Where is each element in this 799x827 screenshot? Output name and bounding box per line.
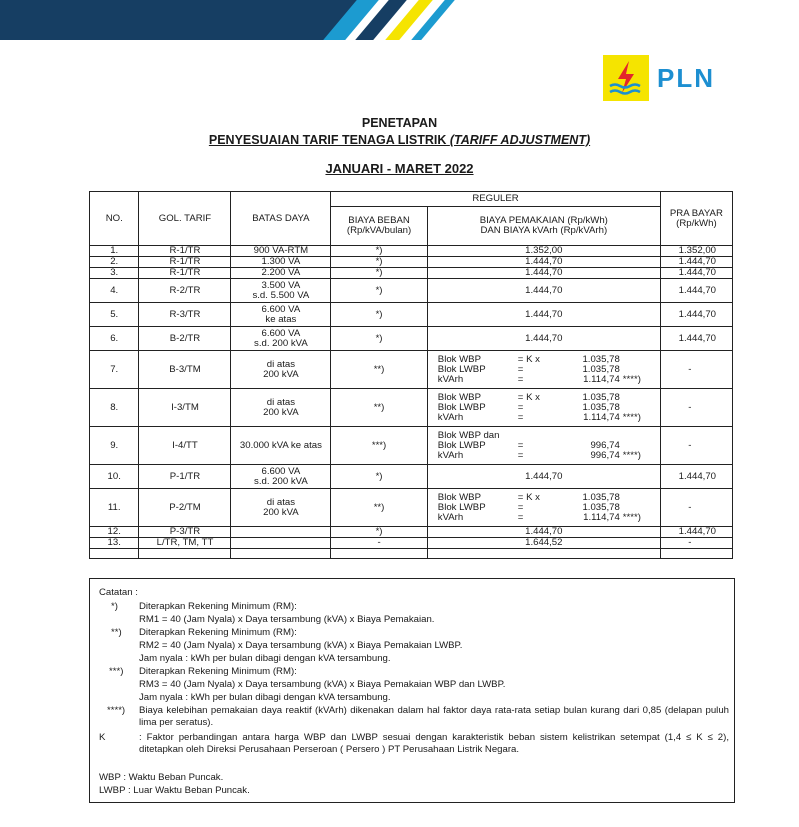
batas-daya-line1: 6.600 VA [261, 327, 301, 339]
cell-biaya-beban: *) [331, 303, 428, 327]
blok-note: ****) [622, 373, 641, 385]
cell-batas-daya [231, 389, 331, 427]
note-2-line-2: RM2 = 40 (Jam Nyala) x Daya tersambung (kVA) x Biaya Pemakaian LWBP. [139, 640, 463, 651]
batas-daya-line1: 3.500 VA [261, 279, 301, 291]
cell-gol-tarif: L/TR, TM, TT [139, 538, 231, 549]
empty-cell [660, 549, 732, 559]
cell-biaya-beban: *) [331, 279, 428, 303]
empty-cell [90, 549, 139, 559]
blok-note [620, 393, 660, 403]
note-2-line-1: Diterapkan Rekening Minimum (RM): [139, 627, 297, 638]
blok-value: 1.114,74 [583, 411, 620, 423]
cell-biaya-pemakaian: 1.352,00 [427, 246, 660, 257]
note-4-text: Biaya kelebihan pemakaian daya reaktif (kVArh) dikenakan dalam hal faktor daya rata-rata setiap bulan kurang dari 0,85 (delapan puluh lima per seratus). [139, 705, 729, 728]
col-biaya-pemakaian [427, 207, 660, 246]
blok-label: kVArh [437, 373, 464, 385]
cell-batas-daya [231, 489, 331, 527]
cell-no: 9. [90, 427, 139, 465]
biaya-pemakaian-line1: BIAYA PEMAKAIAN (Rp/kWh) [479, 215, 608, 226]
pln-brand-text: PLN [657, 62, 715, 93]
cell-pra-bayar: - [660, 389, 732, 427]
blok-value: 1.035,78 [582, 353, 620, 365]
table-row [90, 351, 733, 389]
cell-gol-tarif: B-3/TM [139, 351, 231, 389]
blok-label: Blok WBP [437, 353, 481, 365]
cell-biaya-beban: **) [331, 351, 428, 389]
cell-gol-tarif: R-1/TR [139, 246, 231, 257]
table-spacer-row [90, 549, 733, 559]
blok-operator: = K x [517, 491, 540, 503]
cell-biaya-beban: - [331, 538, 428, 549]
batas-daya-line1: 6.600 VA [261, 465, 301, 477]
cell-no: 13. [90, 538, 139, 549]
cell-gol-tarif: R-3/TR [139, 303, 231, 327]
blok-rates [438, 430, 660, 462]
table-row [90, 489, 733, 527]
cell-biaya-pemakaian [427, 351, 660, 389]
note-1-line-2: RM1 = 40 (Jam Nyala) x Daya tersambung (kVA) x Biaya Pemakaian. [139, 614, 435, 625]
col-pra-bayar [660, 192, 732, 246]
empty-cell [427, 549, 660, 559]
cell-pra-bayar: 1.444,70 [660, 327, 732, 351]
note-3-line-1: Diterapkan Rekening Minimum (RM): [139, 666, 297, 677]
cell-batas-daya [231, 327, 331, 351]
cell-gol-tarif: R-1/TR [139, 268, 231, 279]
biaya-beban-line2: (Rp/kVA/bulan) [346, 225, 412, 236]
note-marker-2: **) [111, 627, 122, 638]
blok-value: 996,74 [590, 449, 620, 461]
col-no: NO. [90, 192, 139, 246]
cell-pra-bayar: 1.444,70 [660, 303, 732, 327]
pra-bayar-line1: PRA BAYAR [669, 207, 723, 219]
cell-no: 10. [90, 465, 139, 489]
cell-biaya-pemakaian [427, 427, 660, 465]
cell-batas-daya [231, 465, 331, 489]
blok-operator: = K x [517, 353, 540, 365]
cell-gol-tarif: I-3/TM [139, 389, 231, 427]
cell-biaya-pemakaian: 1.444,70 [427, 279, 660, 303]
cell-biaya-beban: *) [331, 465, 428, 489]
pra-bayar-line2: (Rp/kWh) [676, 217, 717, 229]
batas-daya-line1: 6.600 VA [261, 303, 301, 315]
cell-batas-daya [231, 257, 331, 268]
cell-no: 8. [90, 389, 139, 427]
cell-no: 5. [90, 303, 139, 327]
blok-operator: = [517, 411, 524, 423]
cell-pra-bayar: - [660, 427, 732, 465]
table-row [90, 279, 733, 303]
blok-note: ****) [622, 411, 641, 423]
header-stripes [0, 0, 470, 40]
batas-daya-line2: 200 kVA [263, 406, 299, 418]
blok-rates [438, 392, 660, 424]
batas-daya-line2: ke atas [265, 313, 297, 325]
blok-label: Blok WBP [437, 491, 481, 503]
cell-no: 3. [90, 268, 139, 279]
biaya-beban-line1: BIAYA BEBAN [348, 215, 410, 226]
cell-biaya-beban: ***) [331, 427, 428, 465]
blok-label: Blok LWBP [437, 501, 486, 513]
blok-note [620, 493, 660, 503]
cell-no: 6. [90, 327, 139, 351]
blok-value: 1.035,78 [582, 401, 620, 413]
blok-value [540, 431, 620, 441]
cell-biaya-pemakaian [427, 389, 660, 427]
cell-pra-bayar: 1.444,70 [660, 268, 732, 279]
cell-gol-tarif: P-3/TR [139, 527, 231, 538]
blok-operator: = [517, 401, 524, 413]
blok-value: 1.035,78 [582, 391, 620, 403]
cell-gol-tarif: R-1/TR [139, 257, 231, 268]
blok-operator: = [517, 449, 524, 461]
batas-daya-line1: di atas [266, 358, 296, 370]
blok-value: 1.035,78 [582, 501, 620, 513]
blok-operator: = K x [517, 391, 540, 403]
cell-pra-bayar: - [660, 489, 732, 527]
batas-daya-line2: s.d. 200 kVA [254, 337, 308, 349]
cell-gol-tarif: I-4/TT [139, 427, 231, 465]
blok-note [620, 441, 660, 451]
note-k-text: : Faktor perbandingan antara harga WBP dan LWBP sesuai dengan karakteristik beban sistem kelistrikan setempat (1,4 ≤ K ≤ 2), ditetapkan oleh Direksi Perusahaan Perseroan ( Persero ) PT Perusahaan Listrik Negara. [139, 732, 729, 755]
blok-label: Blok LWBP [437, 363, 486, 375]
note-wbp: WBP : Waktu Beban Puncak. [99, 772, 224, 783]
table-row [90, 246, 733, 257]
cell-biaya-beban: *) [331, 246, 428, 257]
blok-operator: = [517, 439, 524, 451]
blok-label: Blok WBP [437, 391, 481, 403]
cell-batas-daya [231, 427, 331, 465]
cell-batas-daya [231, 246, 331, 257]
cell-biaya-beban: **) [331, 489, 428, 527]
doc-period: JANUARI - MARET 2022 [325, 161, 474, 176]
cell-biaya-pemakaian: 1.444,70 [427, 303, 660, 327]
blok-rates [438, 492, 660, 524]
blok-label: kVArh [437, 511, 464, 523]
col-batas-daya: BATAS DAYA [231, 192, 331, 246]
batas-daya-line2: 200 kVA [263, 368, 299, 380]
cell-gol-tarif: B-2/TR [139, 327, 231, 351]
blok-value: 1.035,78 [582, 491, 620, 503]
note-1-line-1: Diterapkan Rekening Minimum (RM): [139, 601, 297, 612]
blok-label: kVArh [437, 449, 464, 461]
batas-daya-line2: s.d. 5.500 VA [252, 289, 310, 301]
subtitle-main: PENYESUAIAN TARIF TENAGA LISTRIK [208, 133, 450, 147]
blok-label: kVArh [437, 411, 464, 423]
blok-note: ****) [622, 511, 641, 523]
cell-biaya-pemakaian: 1.444,70 [427, 268, 660, 279]
table-row [90, 327, 733, 351]
cell-no: 4. [90, 279, 139, 303]
table-row [90, 427, 733, 465]
batas-daya-line1: di atas [266, 396, 296, 408]
cell-biaya-beban: *) [331, 257, 428, 268]
doc-title: PENETAPAN [361, 116, 438, 130]
note-marker-3: ***) [109, 666, 124, 677]
pln-lightning-icon [603, 55, 649, 101]
table-row [90, 257, 733, 268]
blok-note [620, 431, 660, 441]
cell-biaya-pemakaian: 1.444,70 [427, 527, 660, 538]
blok-operator: = [517, 511, 524, 523]
batas-daya-line1: 1.300 VA [261, 256, 301, 267]
cell-no: 1. [90, 246, 139, 257]
batas-daya-line2: 200 kVA [263, 506, 299, 518]
blok-value: 1.114,74 [583, 511, 620, 523]
cell-pra-bayar: 1.444,70 [660, 527, 732, 538]
note-2-line-3: Jam nyala : kWh per bulan dibagi dengan kVA tersambung. [139, 653, 391, 664]
blok-label: Blok WBP dan [437, 429, 500, 441]
cell-no: 2. [90, 257, 139, 268]
doc-subtitle [0, 133, 799, 147]
cell-pra-bayar: 1.444,70 [660, 465, 732, 489]
note-k-label: K [99, 732, 106, 743]
table-row [90, 389, 733, 427]
table-row [90, 538, 733, 549]
table-row [90, 527, 733, 538]
pln-logo [603, 55, 715, 101]
cell-gol-tarif: P-2/TM [139, 489, 231, 527]
col-gol-tarif: GOL. TARIF [139, 192, 231, 246]
blok-note: ****) [622, 449, 641, 461]
blok-note [620, 365, 660, 375]
cell-no: 11. [90, 489, 139, 527]
cell-biaya-beban: *) [331, 327, 428, 351]
note-marker-1: *) [111, 601, 118, 612]
cell-biaya-beban: *) [331, 527, 428, 538]
cell-gol-tarif: R-2/TR [139, 279, 231, 303]
empty-cell [139, 549, 231, 559]
batas-daya-line1: 900 VA-RTM [253, 245, 309, 256]
cell-batas-daya [231, 279, 331, 303]
empty-cell [231, 549, 331, 559]
note-marker-4: ****) [107, 705, 126, 716]
cell-pra-bayar: - [660, 351, 732, 389]
cell-biaya-pemakaian: 1.444,70 [427, 257, 660, 268]
cell-pra-bayar: 1.444,70 [660, 257, 732, 268]
blok-value: 996,74 [590, 439, 620, 451]
blok-note [620, 503, 660, 513]
cell-no: 7. [90, 351, 139, 389]
cell-biaya-beban: *) [331, 268, 428, 279]
cell-pra-bayar: - [660, 538, 732, 549]
blok-note [620, 403, 660, 413]
blok-value: 1.114,74 [583, 373, 620, 385]
notes-box [89, 578, 735, 803]
batas-daya-line2: s.d. 200 kVA [254, 475, 308, 487]
subtitle-italic: (TARIFF ADJUSTMENT) [449, 133, 591, 147]
cell-batas-daya [231, 303, 331, 327]
col-biaya-beban [331, 207, 428, 246]
cell-no: 12. [90, 527, 139, 538]
tariff-table [89, 191, 733, 559]
cell-batas-daya [231, 351, 331, 389]
blok-rates [438, 354, 660, 386]
cell-batas-daya [231, 538, 331, 549]
cell-gol-tarif: P-1/TR [139, 465, 231, 489]
blok-operator [518, 431, 540, 441]
notes-heading: Catatan : [99, 587, 138, 598]
cell-biaya-pemakaian [427, 489, 660, 527]
table-row [90, 465, 733, 489]
note-3-line-2: RM3 = 40 (Jam Nyala) x Daya tersambung (kVA) x Biaya Pemakaian WBP dan LWBP. [139, 679, 506, 690]
cell-biaya-pemakaian: 1.444,70 [427, 327, 660, 351]
batas-daya-line1: 30.000 kVA ke atas [239, 439, 322, 451]
batas-daya-line1: 2.200 VA [261, 267, 301, 278]
note-lwbp: LWBP : Luar Waktu Beban Puncak. [99, 785, 250, 796]
cell-pra-bayar: 1.444,70 [660, 279, 732, 303]
cell-biaya-pemakaian: 1.444,70 [427, 465, 660, 489]
table-row [90, 268, 733, 279]
blok-operator: = [517, 501, 524, 513]
note-3-line-3: Jam nyala : kWh per bulan dibagi dengan kVA tersambung. [139, 692, 391, 703]
blok-label: Blok LWBP [437, 401, 486, 413]
blok-operator: = [517, 363, 524, 375]
blok-label: Blok LWBP [437, 439, 486, 451]
blok-note [620, 355, 660, 365]
col-reguler: REGULER [331, 192, 661, 207]
blok-value: 1.035,78 [582, 363, 620, 375]
cell-biaya-beban: **) [331, 389, 428, 427]
batas-daya-line1: di atas [266, 496, 296, 508]
cell-biaya-pemakaian: 1.644,52 [427, 538, 660, 549]
table-row [90, 303, 733, 327]
tariff-table-body [90, 246, 733, 559]
blok-operator: = [517, 373, 524, 385]
empty-cell [331, 549, 428, 559]
cell-batas-daya [231, 527, 331, 538]
cell-batas-daya [231, 268, 331, 279]
cell-pra-bayar: 1.352,00 [660, 246, 732, 257]
biaya-pemakaian-line2: DAN BIAYA kVArh (Rp/kVArh) [480, 225, 608, 236]
